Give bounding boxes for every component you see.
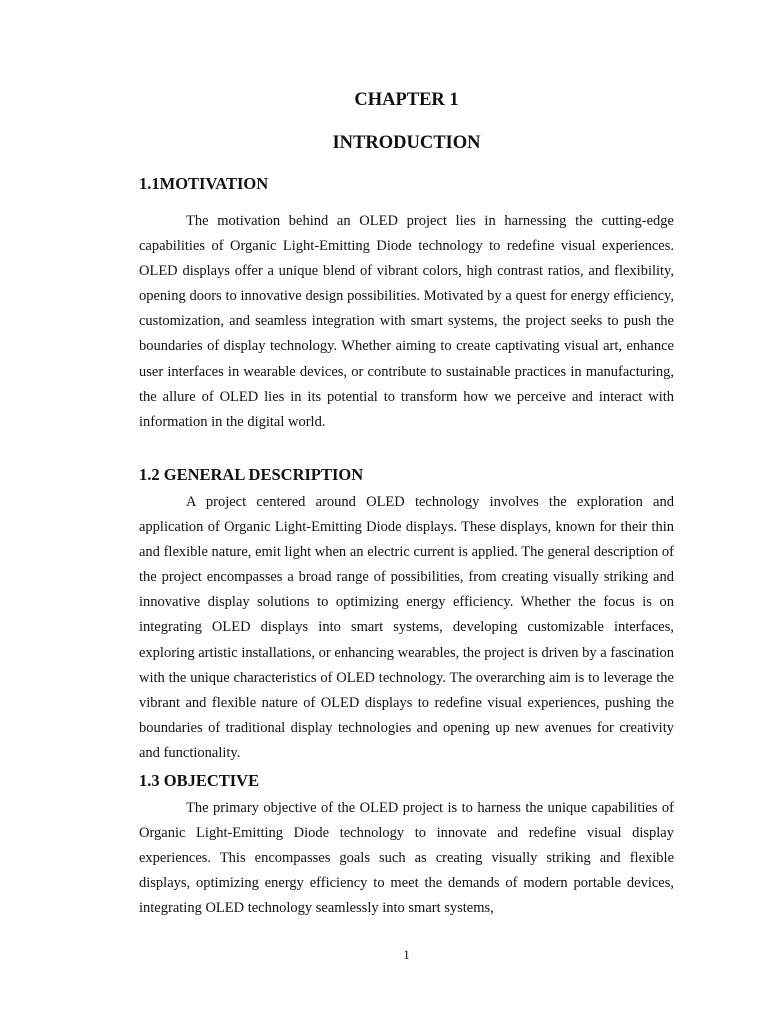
paragraph-motivation: The motivation behind an OLED project lies in harnessing the cutting-edge capabilities of Organic Light-Emitting Diode technology to redefine visual experiences. OLED displays offer a unique blend of vibrant colors, high contrast ratios, and flexibility, opening doors to innovative design possibilities. Motivated by a quest for energy efficiency, customization, and seamless integration with smart systems, the project seeks to push the boundaries of display technology. Whether aiming to create captivating visual art, enhance user interfaces in wearable devices, or contribute to sustainable practices in manufacturing, the allure of OLED lies in its potential to transform how we perceive and interact with information in the digital world.	[139, 213, 674, 430]
section-heading-objective: 1.3 OBJECTIVE	[139, 771, 260, 790]
section-heading-general-description: 1.2 GENERAL DESCRIPTION	[139, 465, 364, 484]
chapter-number: CHAPTER 1	[354, 90, 459, 110]
chapter-title: INTRODUCTION	[332, 133, 481, 153]
page-number: 1	[403, 947, 410, 962]
paragraph-general-description: A project centered around OLED technology involves the exploration and application of Organic Light-Emitting Diode displays. These displays, known for their thin and flexible nature, emit light when an electric current is applied. The general description of the project encompasses a broad range of possibilities, from creating visually striking and innovative display solutions to optimizing energy efficiency. Whether the focus is on integrating OLED displays into smart systems, developing customizable interfaces, exploring artistic installations, or enhancing wearables, the project is driven by a fascination with the unique characteristics of OLED technology. The overarching aim is to leverage the vibrant and flexible nature of OLED displays to redefine visual experiences, pushing the boundaries of traditional display technologies and opening up new avenues for creativity and functionality.	[139, 494, 674, 761]
paragraph-objective: The primary objective of the OLED project is to harness the unique capabilities of Organic Light-Emitting Diode technology to innovate and redefine visual display experiences. This encompasses goals such as creating visually striking and flexible displays, optimizing energy efficiency to meet the demands of modern portable devices, integrating OLED technology seamlessly into smart systems,	[139, 800, 674, 917]
section-heading-motivation: 1.1MOTIVATION	[139, 174, 269, 193]
